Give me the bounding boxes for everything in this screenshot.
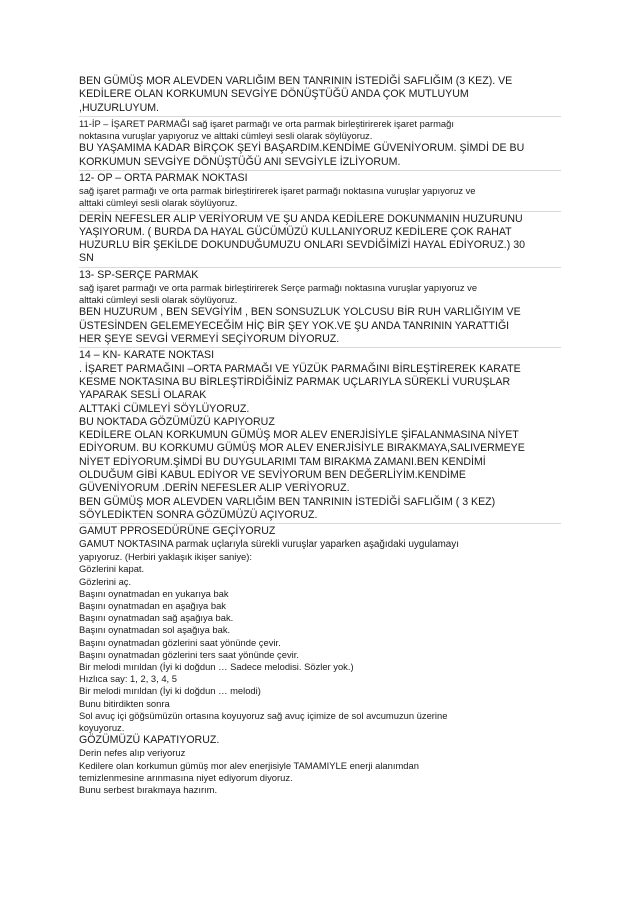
list-item: Bir melodi mırıldan (İyi ki doğdun … Sadece melodisi. Sözler yok.) bbox=[79, 660, 354, 672]
text-line: KESME NOKTASINA BU BİRLEŞTİRDİĞİNİZ PARMAK UÇLARIYLA SÜREKLİ VURUŞLAR bbox=[79, 375, 511, 388]
document-page bbox=[79, 74, 561, 797]
text-line: GAMUT NOKTASINA parmak uçlarıyla sürekli vuruşlar yaparken aşağıdaki uygulamayı bbox=[79, 538, 459, 550]
text-line: KEDİLERE OLAN KORKUMUN SEVGİYE DÖNÜŞTÜĞÜ ANDA ÇOK MUTLUYUM bbox=[79, 88, 469, 101]
text-line: sağ işaret parmağı ve orta parmak birleştirirerek Serçe parmağı noktasına vuruşlar yapıyoruz ve bbox=[79, 282, 478, 294]
section-gamut-prosedur bbox=[79, 524, 561, 797]
text-line: SÖYLEDİKTEN SONRA GÖZÜMÜZÜ AÇIYORUZ. bbox=[79, 508, 318, 521]
text-line: noktasına vuruşlar yapıyoruz ve alttaki cümleyi sesli olarak söylüyoruz. bbox=[79, 130, 373, 142]
list-item: Hızlıca say: 1, 2, 3, 4, 5 bbox=[79, 673, 177, 685]
section-11-isaret-parmagi bbox=[79, 117, 561, 170]
paragraph-derin-nefes bbox=[79, 212, 561, 267]
text-line: BEN HUZURUM , BEN SEVGİYİM , BEN SONSUZLUK YOLCUSU BİR RUH VARLIĞIYIM VE bbox=[79, 306, 521, 319]
text-line: ,HUZURLUYUM. bbox=[79, 101, 160, 114]
text-line: 11-İP – İŞARET PARMAĞI sağ işaret parmağı ve orta parmak birleştirirerek işaret parmağı bbox=[79, 117, 454, 129]
list-item: Bir melodi mırıldan (İyi ki doğdun … melodi) bbox=[79, 685, 261, 697]
text-line: BU NOKTADA GÖZÜMÜZÜ KAPIYORUZ bbox=[79, 415, 275, 428]
text-line: ÜSTESİNDEN GELEMEYECEĞİM HİÇ BİR ŞEY YOK.VE ŞU ANDA TANRININ YARATTIĞI bbox=[79, 319, 510, 332]
list-item: Başını oynatmadan en yukarıya bak bbox=[79, 587, 229, 599]
text-line: HER ŞEYE SEVGİ VERMEYİ SEÇİYORUM DİYORUZ. bbox=[79, 333, 340, 346]
text-line: SN bbox=[79, 252, 94, 265]
list-item: Gözlerini kapat. bbox=[79, 563, 145, 575]
text-line: Sol avuç içi göğsümüzün ortasına koyuyoruz sağ avuç içimize de sol avcumuzun üzerine bbox=[79, 709, 448, 721]
text-line: Kedilere olan korkumun gümüş mor alev enerjisiyle TAMAMIYLE enerji alanımdan bbox=[79, 759, 419, 771]
list-item: Gözlerini aç. bbox=[79, 575, 132, 587]
text-line: YAPARAK SESLİ OLARAK bbox=[79, 389, 207, 402]
text-line: yapıyoruz. (Herbiri yaklaşık ikişer saniye): bbox=[79, 551, 252, 563]
text-line: GÜVENİYORUM .DERİN NEFESLER ALIP VERİYORUZ. bbox=[79, 482, 350, 495]
text-line: EDİYORUM. BU KORKUMU GÜMÜŞ MOR ALEV ENERJİSİYLE BIRAKMAYA,SALIVERMEYE bbox=[79, 442, 525, 455]
text-line: sağ işaret parmağı ve orta parmak birleştirirerek işaret parmağı noktasına vuruşlar yapıyoruz ve bbox=[79, 185, 476, 197]
text-line: ALTTAKİ CÜMLEYİ SÖYLÜYORUZ. bbox=[79, 402, 250, 415]
list-item: Başını oynatmadan en aşağıya bak bbox=[79, 599, 226, 611]
text-line: GÖZÜMÜZÜ KAPATIYORUZ. bbox=[79, 734, 220, 747]
list-item: Başını oynatmadan gözlerini saat yönünde çevir. bbox=[79, 636, 281, 648]
text-line: temizlenmesine arınmasına niyet ediyorum diyoruz. bbox=[79, 771, 293, 783]
list-item: Başını oynatmadan sol aşağıya bak. bbox=[79, 624, 231, 636]
text-line: alttaki cümleyi sesli olarak söylüyoruz. bbox=[79, 197, 238, 209]
text-line: KEDİLERE OLAN KORKUMUN GÜMÜŞ MOR ALEV ENERJİSİYLE ŞİFALANMASINA NİYET bbox=[79, 429, 519, 442]
list-item: Başını oynatmadan gözlerini ters saat yönünde çevir. bbox=[79, 648, 299, 660]
text-line: BEN GÜMÜŞ MOR ALEVDEN VARLIĞIM BEN TANRININ İSTEDİĞİ SAFLIĞIM ( 3 KEZ) bbox=[79, 495, 496, 508]
section-heading: 13- SP-SERÇE PARMAK bbox=[79, 268, 199, 281]
text-line: . İŞARET PARMAĞINI –ORTA PARMAĞI VE YÜZÜK PARMAĞINI BİRLEŞTİREREK KARATE bbox=[79, 362, 521, 375]
list-item: Başını oynatmadan sağ aşağıya bak. bbox=[79, 612, 234, 624]
text-line: HUZURLU BİR ŞEKİLDE DOKUNDUĞUMUZU ONLARI SEVDİĞİMİZİ HAYAL EDİYORUZ.) 30 bbox=[79, 239, 525, 252]
text-line: YAŞIYORUM. ( BURDA DA HAYAL GÜCÜMÜZÜ KULLANIYORUZ KEDİLERE ÇOK RAHAT bbox=[79, 225, 512, 238]
section-heading: 12- OP – ORTA PARMAK NOKTASI bbox=[79, 171, 248, 184]
text-line: Bunu bitirdikten sonra bbox=[79, 697, 170, 709]
text-line: Bunu serbest bırakmaya hazırım. bbox=[79, 784, 218, 796]
section-14-karate-noktasi bbox=[79, 348, 561, 523]
section-12-orta-parmak bbox=[79, 171, 561, 211]
section-heading: 14 – KN- KARATE NOKTASI bbox=[79, 349, 215, 362]
text-line: BEN GÜMÜŞ MOR ALEVDEN VARLIĞIM BEN TANRININ İSTEDİĞİ SAFLIĞIM (3 KEZ). VE bbox=[79, 75, 513, 87]
text-line: koyuyoruz. bbox=[79, 721, 125, 733]
text-line: alttaki cümleyi sesli olarak söylüyoruz. bbox=[79, 294, 238, 306]
section-heading: GAMUT PPROSEDÜRÜNE GEÇİYORUZ bbox=[79, 525, 276, 538]
section-13-serce-parmak bbox=[79, 268, 561, 348]
paragraph-intro bbox=[79, 74, 561, 116]
text-line: Derin nefes alıp veriyoruz bbox=[79, 747, 186, 759]
text-line: BU YAŞAMIMA KADAR BİRÇOK ŞEYİ BAŞARDIM.KENDİME GÜVENİYORUM. ŞİMDİ DE BU bbox=[79, 142, 525, 155]
text-line: OLDUĞUM GİBİ KABUL EDİYOR VE SEVİYORUM BEN DEĞERLİYİM.KENDİME bbox=[79, 469, 466, 482]
text-line: KORKUMUN SEVGİYE DÖNÜŞTÜĞÜ ANI SEVGİYLE İZLİYORUM. bbox=[79, 155, 401, 168]
text-line: DERİN NEFESLER ALIP VERİYORUM VE ŞU ANDA KEDİLERE DOKUNMANIN HUZURUNU bbox=[79, 212, 523, 225]
text-line: NİYET EDİYORUM.ŞİMDİ BU DUYGULARIMI TAM BIRAKMA ZAMANI.BEN KENDİMİ bbox=[79, 455, 486, 468]
